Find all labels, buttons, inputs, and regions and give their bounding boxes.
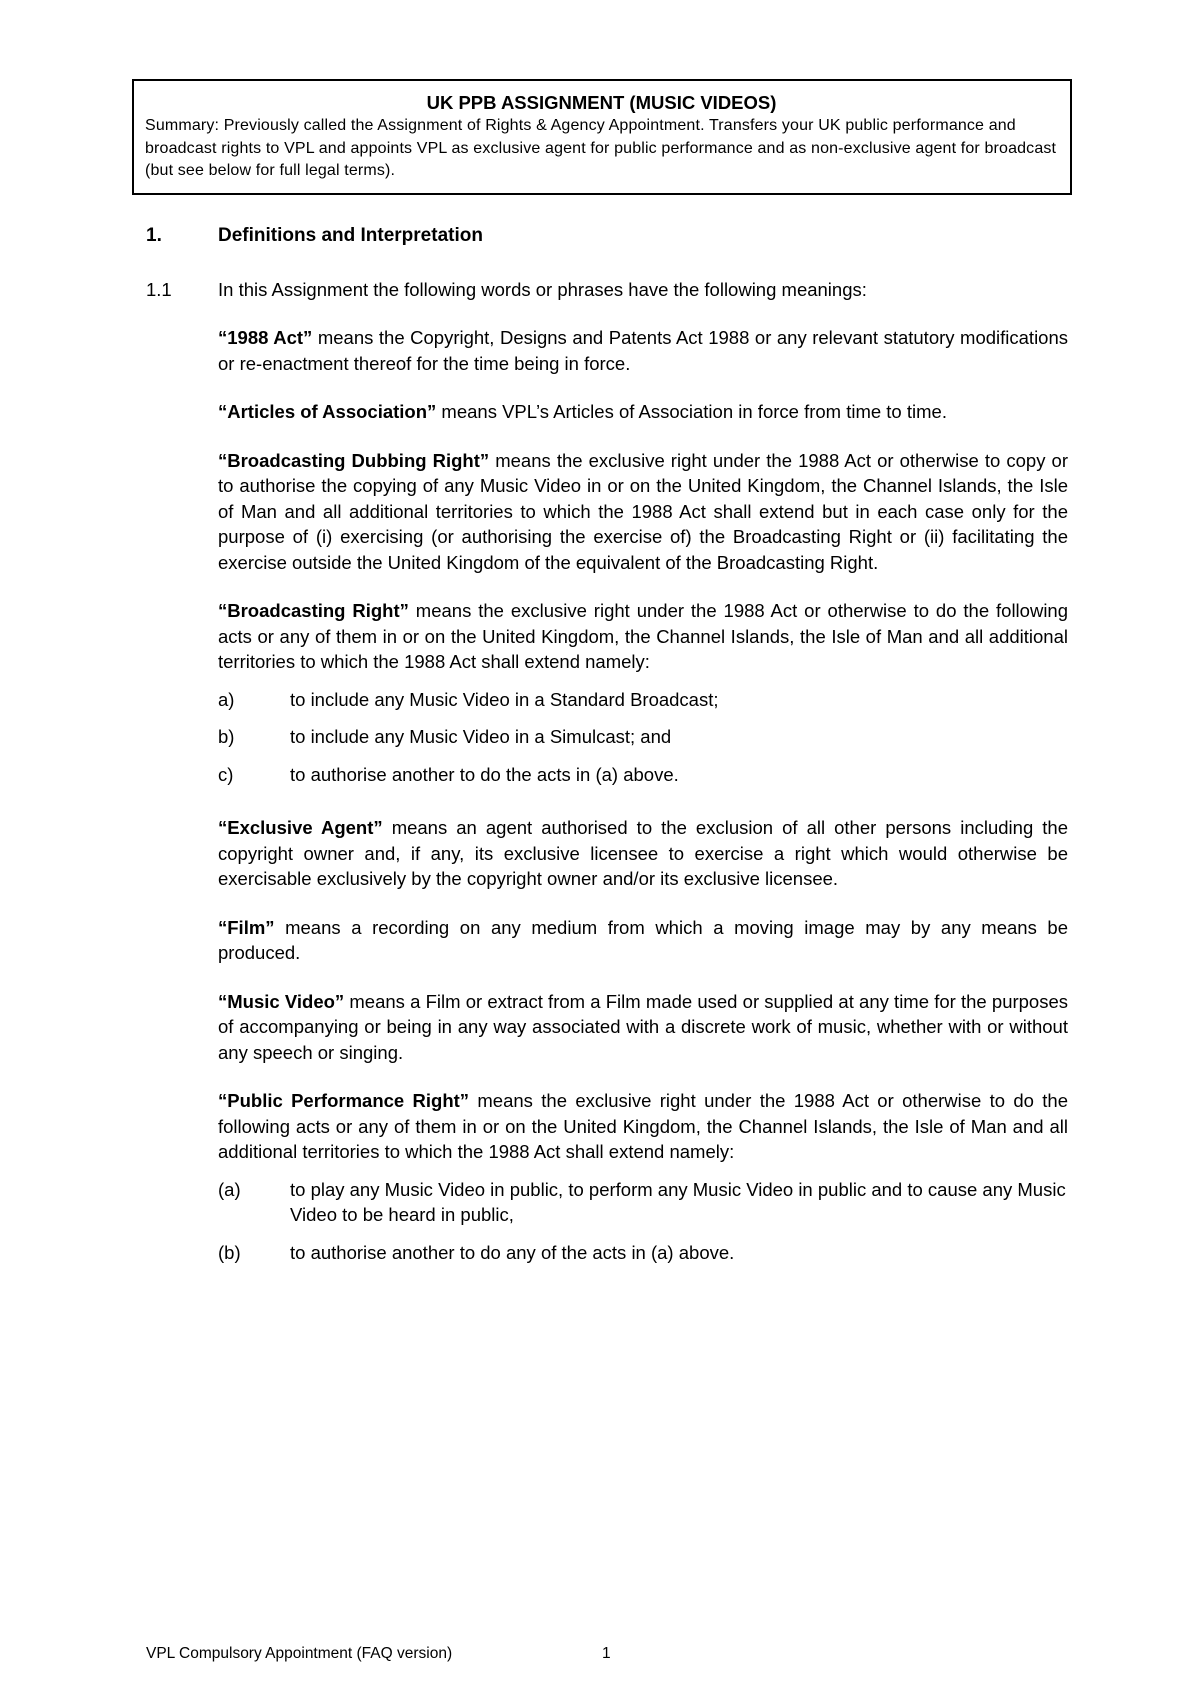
item-label: (b) bbox=[218, 1241, 241, 1263]
item-label: c) bbox=[218, 763, 234, 785]
definition-broadcasting-dubbing-right bbox=[218, 448, 1068, 576]
definition-term: “Film” bbox=[218, 916, 275, 938]
definition-text: means the exclusive right under the 1988 Act or otherwise to do the following acts or any of them in or on the United Kingdom, the Channel Islands, the Isle of Man and all additional territories to which the 1988 Act shall extend namely: bbox=[218, 1090, 1069, 1162]
item-label: (a) bbox=[218, 1178, 241, 1200]
clause-number: 1.1 bbox=[146, 279, 172, 300]
list-item bbox=[218, 687, 1068, 713]
definition-term: “Public Performance Right” bbox=[218, 1090, 470, 1111]
performance-items bbox=[218, 1177, 1068, 1266]
definition-text: means the exclusive right under the 1988 Act or otherwise to do the following acts or any of them in or on the United Kingdom, the Channel Islands, the Isle of Man and all additional territories to which the 1988 Act shall extend namely: bbox=[218, 600, 1069, 672]
definitions-list bbox=[218, 325, 1068, 1277]
summary-box bbox=[132, 79, 1072, 195]
definition-term: “Exclusive Agent” bbox=[218, 817, 383, 838]
definition-term: “Music Video” bbox=[218, 990, 345, 1012]
page-footer bbox=[146, 1645, 611, 1663]
definition-text: means the exclusive right under the 1988 Act or otherwise to copy or to authorise the copying of any Music Video in or on the United Kingdom, the Channel Islands, the Isle of Man and all additional territories to which the 1988 Act shall extend but in each case only for the purpose of (i) exercising (or authorising the exercise of) the Broadcasting Right or (ii) facilitating the exercise outside the United Kingdom of the equivalent of the Broadcasting Right. bbox=[218, 449, 1069, 573]
definition-1988-act bbox=[218, 325, 1068, 376]
definition-text: means a recording on any medium from which a moving image may by any means be produced. bbox=[218, 916, 1068, 963]
list-item bbox=[218, 1177, 1068, 1228]
item-text: to authorise another to do any of the acts in (a) above. bbox=[290, 1241, 735, 1263]
section-heading bbox=[146, 225, 483, 247]
definition-term: “Broadcasting Dubbing Right” bbox=[218, 449, 490, 471]
definition-text: means the Copyright, Designs and Patents Act 1988 or any relevant statutory modifications or re-enactment thereof for the time being in force. bbox=[218, 327, 1069, 374]
page-number: 1 bbox=[602, 1645, 611, 1662]
definition-music-video bbox=[218, 989, 1068, 1066]
summary-text: Summary: Previously called the Assignment of Rights & Agency Appointment. Transfers your UK public performance and broadcast rights to VPL and appoints VPL as exclusive agent for public performance and as non-exclusive agent for broadcast (but see below for full legal terms). bbox=[145, 117, 1057, 179]
clause-text: In this Assignment the following words or phrases have the following meanings: bbox=[218, 279, 867, 300]
definition-text: means an agent authorised to the exclusion of all other persons including the copyright owner and, if any, its exclusive licensee to exercise a right which would otherwise be exercisable exclusively by the copyright owner and/or its exclusive licensee. bbox=[218, 817, 1068, 889]
definition-term: “1988 Act” bbox=[218, 327, 313, 348]
item-text: to authorise another to do the acts in (a) above. bbox=[290, 763, 679, 785]
definition-articles bbox=[218, 399, 1068, 425]
definition-film bbox=[218, 915, 1068, 966]
definition-text: means a Film or extract from a Film made used or supplied at any time for the purposes of accompanying or being in any way associated with a discrete work of music, whether with or without any speech or singing. bbox=[218, 990, 1069, 1063]
definition-text: means VPL’s Articles of Association in force from time to time. bbox=[436, 401, 947, 422]
definition-term: “Articles of Association” bbox=[218, 401, 437, 422]
summary-title: UK PPB ASSIGNMENT (MUSIC VIDEOS) bbox=[426, 92, 777, 113]
item-text: to include any Music Video in a Simulcast; and bbox=[290, 726, 672, 747]
definition-public-performance-right bbox=[218, 1088, 1068, 1165]
definition-term: “Broadcasting Right” bbox=[218, 600, 409, 621]
item-text: to include any Music Video in a Standard Broadcast; bbox=[290, 688, 719, 710]
list-item bbox=[218, 724, 1068, 750]
list-item bbox=[218, 1240, 1068, 1266]
item-label: a) bbox=[218, 688, 235, 710]
section-number: 1. bbox=[146, 225, 162, 246]
footer-text: VPL Compulsory Appointment (FAQ version) bbox=[146, 1645, 453, 1662]
section-title: Definitions and Interpretation bbox=[218, 225, 483, 246]
definition-exclusive-agent bbox=[218, 815, 1068, 892]
list-item bbox=[218, 762, 1068, 788]
item-text: to play any Music Video in public, to perform any Music Video in public and to cause any Music Video to be heard in public, bbox=[290, 1178, 1066, 1225]
clause-1-1 bbox=[146, 277, 1068, 303]
broadcasting-items bbox=[218, 687, 1068, 788]
item-label: b) bbox=[218, 726, 235, 747]
definition-broadcasting-right bbox=[218, 598, 1068, 675]
